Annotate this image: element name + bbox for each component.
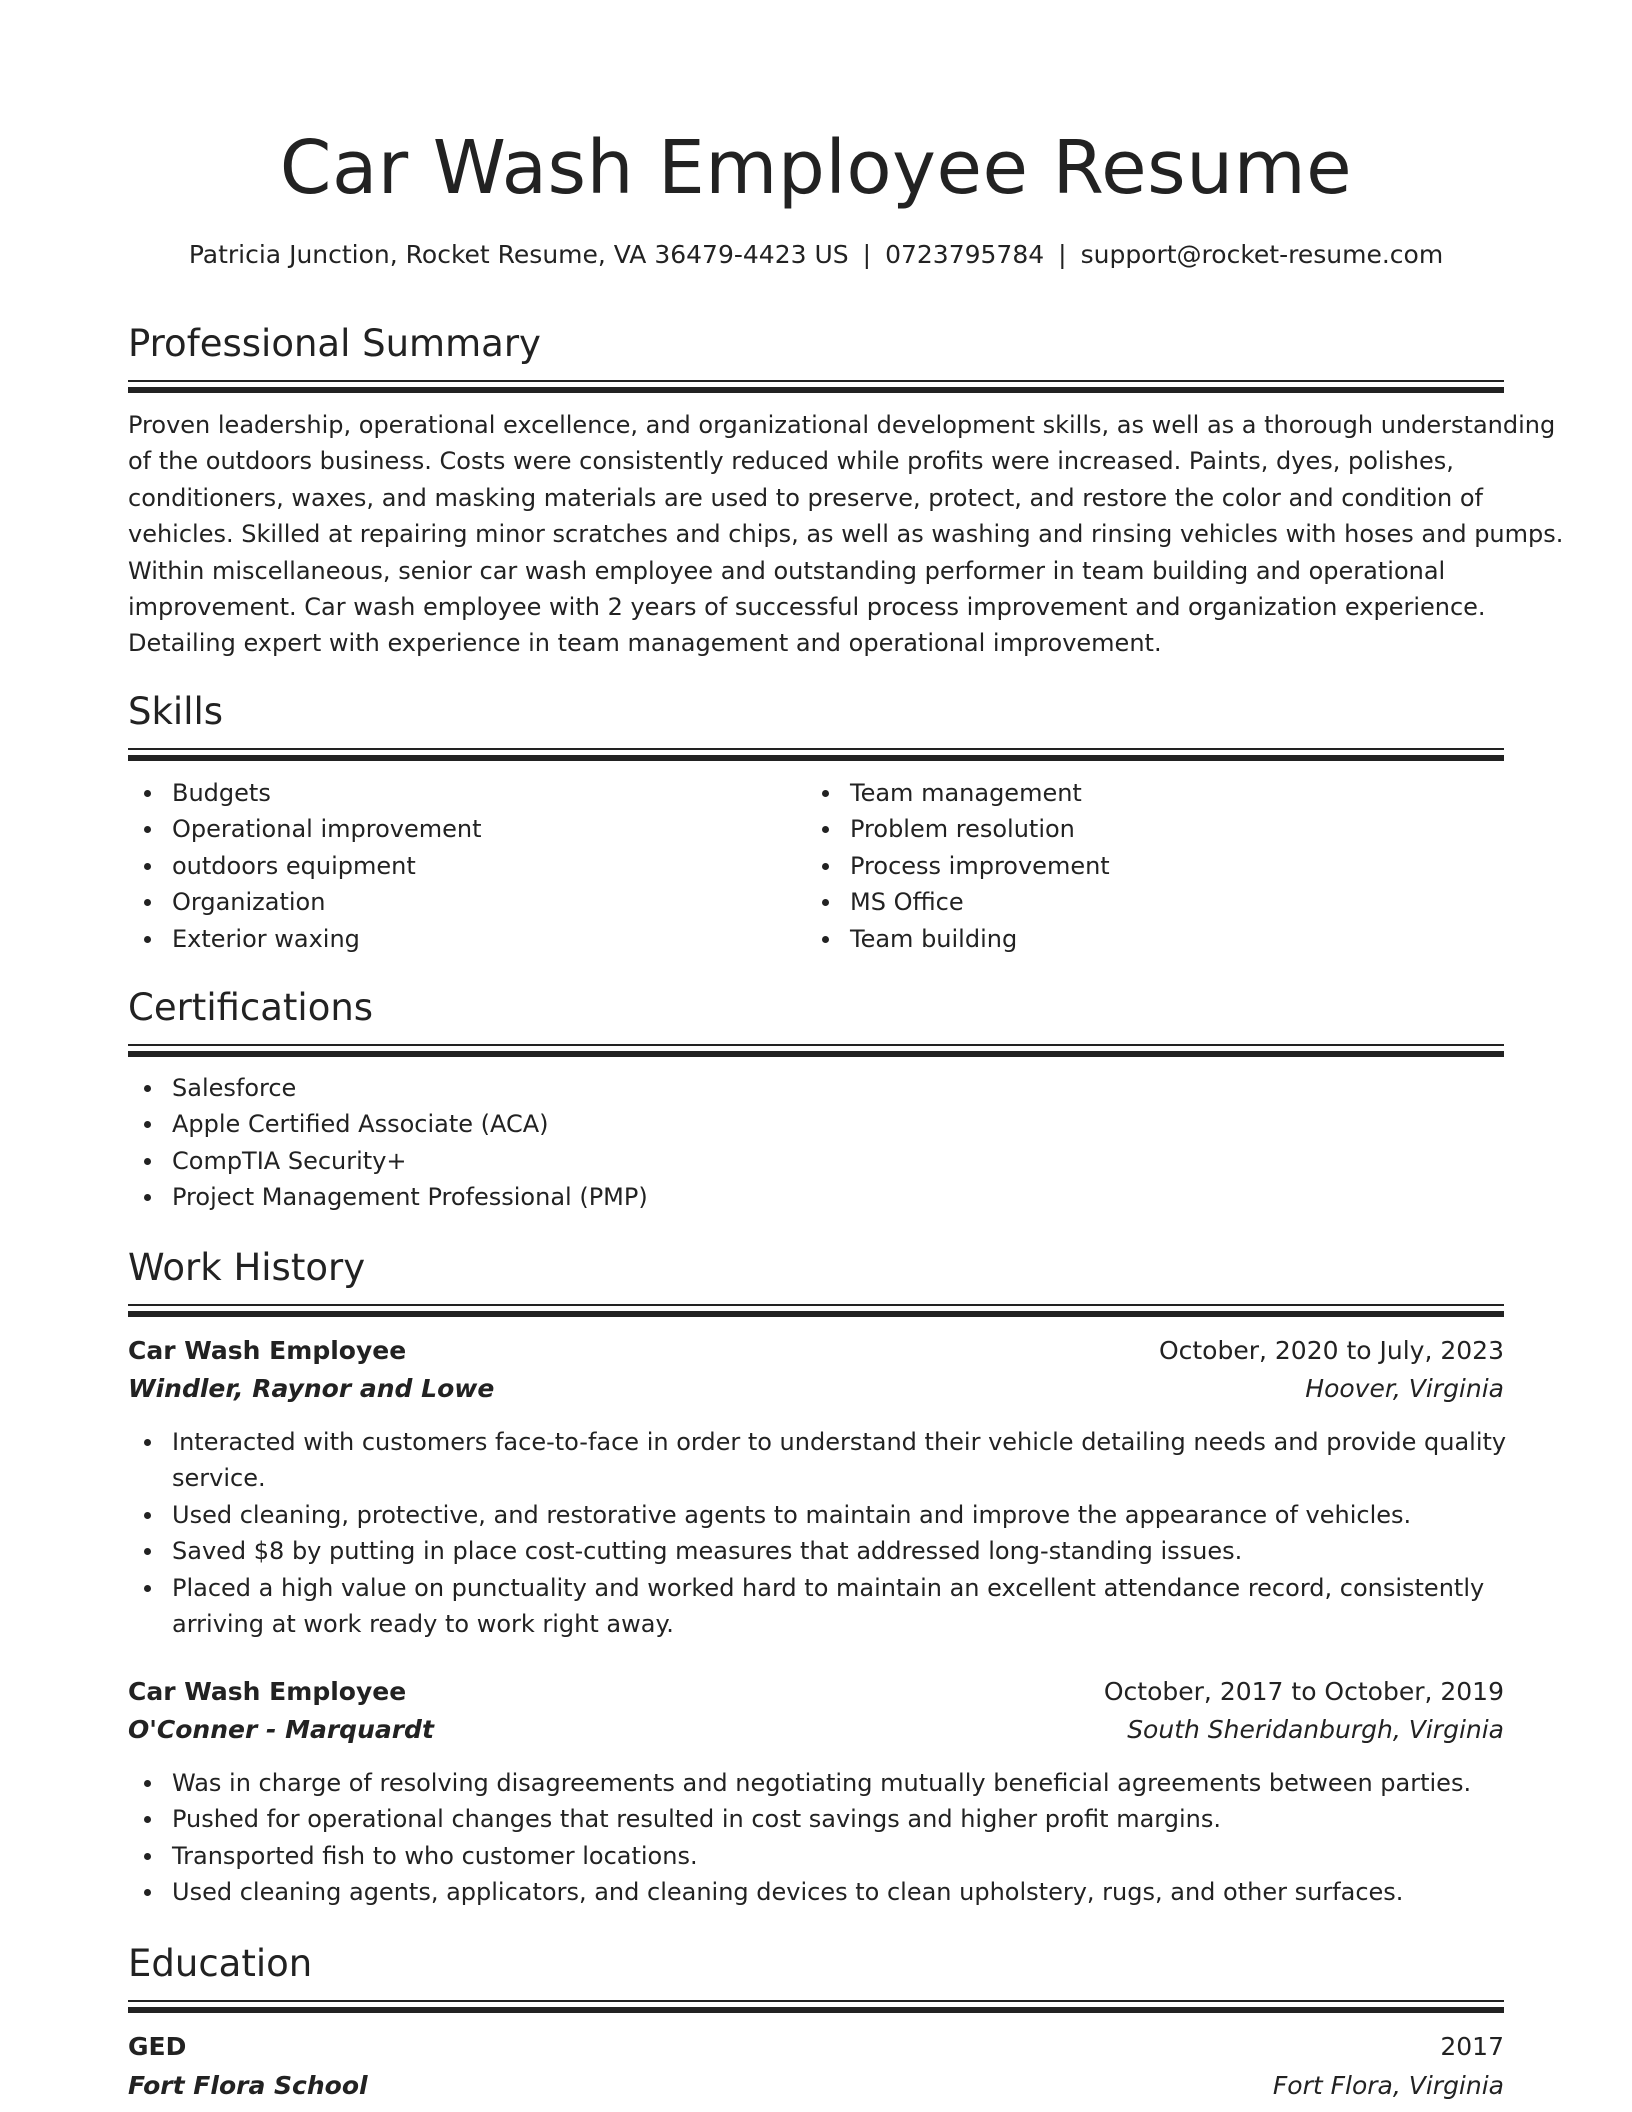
contact-line bbox=[128, 237, 1504, 273]
job-bullet bbox=[128, 1570, 1506, 1643]
section-divider bbox=[128, 1304, 1504, 1306]
skill-item: Problem resolution bbox=[806, 811, 1110, 847]
section-title: Professional Summary bbox=[128, 322, 541, 365]
education-degree: GED bbox=[128, 2032, 187, 2061]
contact-address: Patricia Junction, Rocket Resume, VA 36479-4423 US bbox=[188, 240, 849, 269]
job-title: Car Wash Employee bbox=[128, 1677, 407, 1706]
summary-line: Proven leadership, operational excellence, and organizational development skills, as well as a thorough understanding bbox=[128, 411, 1556, 439]
contact-email: support@rocket-resume.com bbox=[1080, 240, 1444, 269]
summary-paragraph bbox=[128, 407, 1564, 662]
contact-separator: | bbox=[862, 240, 872, 269]
certification-item: Project Management Professional (PMP) bbox=[128, 1179, 648, 1215]
section-header-work-history bbox=[128, 1243, 1504, 1317]
job-bullet bbox=[128, 1765, 1471, 1801]
section-divider bbox=[128, 1044, 1504, 1046]
skills-list-right bbox=[806, 775, 1110, 957]
summary-line: of the outdoors business. Costs were consistently reduced while profits were increased. Paints, dyes, polishes, bbox=[128, 447, 1454, 476]
job-bullet-line: Interacted with customers face-to-face in order to understand their vehicle detailing needs and provide quality bbox=[172, 1428, 1507, 1456]
section-divider bbox=[128, 380, 1504, 382]
job-dates: October, 2020 to July, 2023 bbox=[1158, 1336, 1504, 1365]
job-bullet bbox=[128, 1533, 1506, 1569]
job-subheader bbox=[128, 1711, 1504, 1749]
job-dates: October, 2017 to October, 2019 bbox=[1103, 1677, 1504, 1706]
job-bullet bbox=[128, 1424, 1506, 1497]
contact-phone: 0723795784 bbox=[885, 240, 1045, 269]
job-bullet-line: Saved $8 by putting in place cost-cutting measures that addressed long-standing issues. bbox=[172, 1537, 1243, 1566]
job-subheader bbox=[128, 1370, 1504, 1408]
education-subheader bbox=[128, 2067, 1504, 2105]
job-bullets bbox=[128, 1424, 1506, 1642]
skill-item: Team management bbox=[806, 775, 1110, 811]
section-divider bbox=[128, 387, 1504, 393]
section-title: Certifications bbox=[128, 986, 374, 1029]
job-bullet-line: Used cleaning agents, applicators, and cleaning devices to clean upholstery, rugs, and other surfaces. bbox=[172, 1878, 1404, 1907]
job-bullet bbox=[128, 1838, 1471, 1874]
certification-item: Apple Certified Associate (ACA) bbox=[128, 1106, 648, 1142]
job-bullet bbox=[128, 1801, 1471, 1837]
job-bullet-line: Used cleaning, protective, and restorative agents to maintain and improve the appearance of vehicles. bbox=[172, 1500, 1412, 1529]
summary-line: Within miscellaneous, senior car wash employee and outstanding performer in team building and operational bbox=[128, 556, 1446, 585]
skill-item: Budgets bbox=[128, 775, 481, 811]
contact-separator: | bbox=[1058, 240, 1067, 269]
job-bullet-line: Pushed for operational changes that resulted in cost savings and higher profit margins. bbox=[172, 1805, 1221, 1834]
education-header bbox=[128, 2028, 1504, 2066]
job-header bbox=[128, 1673, 1504, 1711]
job-bullet-line: Transported fish to who customer locations. bbox=[172, 1841, 698, 1870]
job-bullet-line: service. bbox=[172, 1464, 266, 1493]
job-company: O'Conner - Marquardt bbox=[128, 1715, 434, 1744]
section-header-skills bbox=[128, 687, 1504, 761]
skill-item: Exterior waxing bbox=[128, 921, 481, 957]
job-bullet-line: arriving at work ready to work right away. bbox=[172, 1610, 674, 1639]
education-school: Fort Flora School bbox=[128, 2071, 368, 2100]
resume-title: Car Wash Employee Resume bbox=[279, 125, 1353, 211]
section-divider bbox=[128, 2000, 1504, 2002]
job-bullet bbox=[128, 1497, 1506, 1533]
section-header-certifications bbox=[128, 983, 1504, 1057]
job-bullet bbox=[128, 1874, 1471, 1910]
section-divider bbox=[128, 1311, 1504, 1317]
job-header bbox=[128, 1332, 1504, 1370]
certification-item: CompTIA Security+ bbox=[128, 1143, 648, 1179]
job-bullet-line: Was in charge of resolving disagreements and negotiating mutually beneficial agreements between parties. bbox=[172, 1769, 1472, 1797]
job-location: South Sheridanburgh, Virginia bbox=[1127, 1715, 1504, 1744]
certification-item: Salesforce bbox=[128, 1070, 648, 1106]
job-location: Hoover, Virginia bbox=[1305, 1374, 1504, 1403]
skill-item: outdoors equipment bbox=[128, 848, 481, 884]
section-header-education bbox=[128, 1939, 1504, 2013]
education-year: 2017 bbox=[1440, 2032, 1504, 2061]
job-bullets bbox=[128, 1765, 1471, 1911]
certifications-list bbox=[128, 1070, 648, 1216]
skill-item: Team building bbox=[806, 921, 1110, 957]
job-company: Windler, Raynor and Lowe bbox=[128, 1374, 495, 1403]
section-title: Skills bbox=[128, 690, 224, 733]
section-title: Work History bbox=[128, 1246, 366, 1289]
education-location: Fort Flora, Virginia bbox=[1272, 2071, 1504, 2100]
job-title: Car Wash Employee bbox=[128, 1336, 407, 1365]
job-bullet-line: Placed a high value on punctuality and worked hard to maintain an excellent attendance record, consistently bbox=[172, 1573, 1485, 1602]
skills-list-left bbox=[128, 775, 481, 957]
section-divider bbox=[128, 1051, 1504, 1057]
section-divider bbox=[128, 748, 1504, 750]
section-divider bbox=[128, 2007, 1504, 2013]
section-title: Education bbox=[128, 1942, 313, 1985]
summary-line: conditioners, waxes, and masking materials are used to preserve, protect, and restore the color and condition of bbox=[128, 483, 1483, 512]
summary-line: Detailing expert with experience in team management and operational improvement. bbox=[128, 629, 1162, 658]
section-divider bbox=[128, 755, 1504, 761]
skill-item: Process improvement bbox=[806, 848, 1110, 884]
skill-item: Organization bbox=[128, 884, 481, 920]
skill-item: MS Office bbox=[806, 884, 1110, 920]
section-header-summary bbox=[128, 319, 1504, 393]
skill-item: Operational improvement bbox=[128, 811, 481, 847]
summary-line: improvement. Car wash employee with 2 years of successful process improvement and organization experience. bbox=[128, 593, 1486, 622]
summary-line: vehicles. Skilled at repairing minor scratches and chips, as well as washing and rinsing vehicles with hoses and pumps. bbox=[128, 520, 1564, 549]
